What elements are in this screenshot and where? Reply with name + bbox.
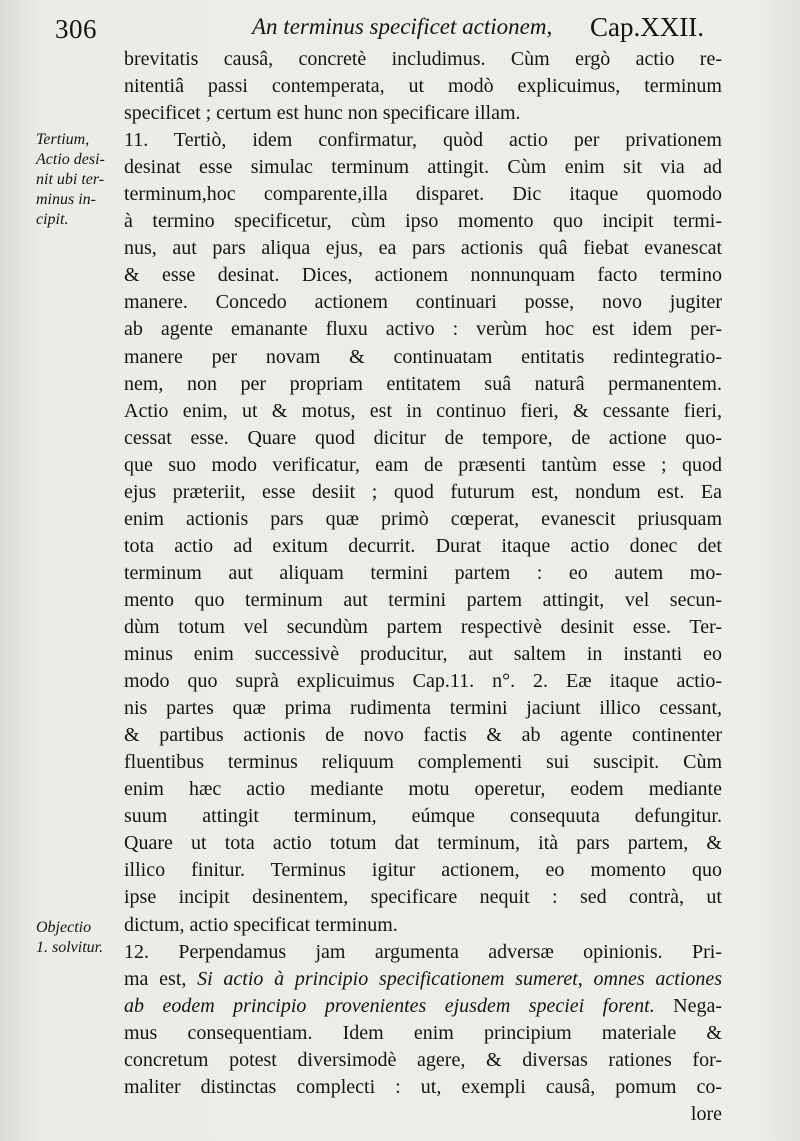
text-line: Actio enim, ut & motus, est in continuo fieri, & cessante fieri, xyxy=(124,399,722,422)
text-line: tota actio ad exitum decurrit. Durat itaque actio donec det xyxy=(124,534,722,557)
text-line: mento quo terminum aut termini partem attingit, vel secun- xyxy=(124,588,722,611)
objection-quote: ab eodem principio provenientes ejusdem speciei forent. xyxy=(124,994,655,1017)
margin-note-line: 1. solvitur. xyxy=(36,939,104,956)
catchword: lore xyxy=(690,1102,722,1125)
body-text xyxy=(124,46,722,1128)
margin-note-line: cipit. xyxy=(36,211,69,228)
text-line xyxy=(124,993,722,1020)
text-line: à termino specificetur, cùm ipso momento quo incipit termi- xyxy=(124,210,722,233)
margin-note-line: Actio desi- xyxy=(36,151,105,168)
running-title: An terminus specificet actionem, xyxy=(252,14,553,39)
text-line: manere per novam & continuatam entitatis redintegratio- xyxy=(124,345,722,368)
text-line: nitentiâ passi contemperata, ut modò explicuimus, terminum xyxy=(124,75,722,98)
text-line: ejus præteriit, esse desiit ; quod futurum est, nondum est. Ea xyxy=(124,480,722,503)
text-line: cessat esse. Quare quod dicitur de tempore, de actione quo- xyxy=(124,426,722,449)
margin-note-line: Objectio xyxy=(36,919,92,936)
objection-prefix: ma est, xyxy=(124,967,198,990)
text-line: nis partes quæ prima rudimenta termini jaciunt illico cessant, xyxy=(124,697,722,720)
text-line: ipse incipit desinentem, specificare nequit : sed contrà, ut xyxy=(124,886,722,909)
text-line: suum attingit terminum, eúmque consequuta defungitur. xyxy=(124,805,722,828)
text-line: nus, aut pars aliqua ejus, ea pars actionis quâ fiebat evanescat xyxy=(124,237,722,260)
text-line: enim hæc actio mediante motu operetur, eodem mediante xyxy=(124,778,722,801)
text-line: concretum potest diversimodè agere, & diversas rationes for- xyxy=(124,1048,722,1071)
text-line: 12. Perpendamus jam argumenta adversæ opinionis. Pri- xyxy=(124,940,722,963)
text-line xyxy=(124,966,722,993)
text-line: mus consequentiam. Idem enim principium materiale & xyxy=(124,1021,722,1044)
text-line: que suo modo verificatur, eam de præsenti tantùm esse ; quod xyxy=(124,453,722,476)
margin-note-line: minus in- xyxy=(36,191,96,208)
text-line: dictum, actio specificat terminum. xyxy=(124,913,398,936)
text-line: 11. Tertiò, idem confirmatur, quòd actio per privationem xyxy=(124,129,722,152)
objection-suffix: Nega- xyxy=(654,994,722,1017)
objection-quote: Si actio à principio specificationem sumeret, omnes actiones xyxy=(197,967,722,990)
margin-note-line: Tertium, xyxy=(36,131,90,148)
text-line: nem, non per propriam entitatem suâ naturâ permanentem. xyxy=(124,372,722,395)
text-line: fluentibus terminus reliquum complementi sui suscipit. Cùm xyxy=(124,751,722,774)
text-line: & partibus actionis de novo factis & ab agente continenter xyxy=(124,724,722,747)
text-line: dùm totum vel secundùm partem respectivè desinit esse. Ter- xyxy=(124,615,722,638)
text-line: ab agente emanante fluxu activo : verùm hoc est idem per- xyxy=(124,318,722,341)
text-line: desinat esse simulac terminum attingit. Cùm enim sit via ad xyxy=(124,156,722,179)
text-line: minus enim successivè producitur, aut saltem in instanti eo xyxy=(124,643,722,666)
text-line: maliter distinctas complecti : ut, exempli causâ, pomum co- xyxy=(124,1075,722,1098)
page-number: 306 xyxy=(55,14,97,44)
text-line: & esse desinat. Dices, actionem nonnunquam facto termino xyxy=(124,264,722,287)
text-line: Quare ut tota actio totum dat terminum, ità pars partem, & xyxy=(124,832,722,855)
margin-note-objectio xyxy=(36,918,103,958)
text-line: brevitatis causâ, concretè includimus. Cùm ergò actio re- xyxy=(124,48,722,70)
text-line: terminum,hoc comparente,illa disparet. Dic itaque quomodo xyxy=(124,183,722,206)
text-line: specificet ; certum est hunc non specificare illam. xyxy=(124,102,521,125)
margin-note-line: nit ubi ter- xyxy=(36,171,105,188)
text-line: terminum aut aliquam termini partem : eo autem mo- xyxy=(124,561,722,584)
text-line: enim actionis pars quæ primò cœperat, evanescit priusquam xyxy=(124,507,722,530)
text-line: manere. Concedo actionem continuari posse, novo jugiter xyxy=(124,291,722,314)
margin-note-tertium xyxy=(36,130,105,230)
text-line: illico finitur. Terminus igitur actionem, eo momento quo xyxy=(124,859,722,882)
chapter-label: Cap.XXII. xyxy=(590,12,704,42)
text-line: modo quo suprà explicuimus Cap.11. n°. 2. Eæ itaque actio- xyxy=(124,670,722,693)
